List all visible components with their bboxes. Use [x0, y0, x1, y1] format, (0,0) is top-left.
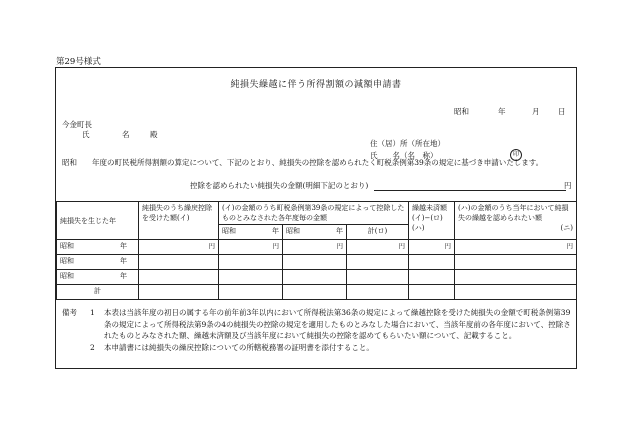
row3-cell [219, 270, 283, 285]
row3-cell [139, 270, 219, 285]
deduction-unit: 円 [564, 181, 572, 190]
row2-year-unit: 年 [120, 257, 127, 265]
seal-mark: 印 [510, 149, 522, 161]
table-row [57, 255, 577, 270]
table-total-row [57, 285, 577, 300]
row2-era: 昭和 [60, 257, 74, 265]
row3-year [57, 270, 139, 285]
total-cell [219, 285, 283, 300]
row1-yen-e: 円 [409, 240, 455, 255]
application-body-text: 昭和 年度の町民税所得割額の算定について、下記のとおり、純損失の控除を認められたく町税条例第39条の規定に基づき申請いたします。 [62, 158, 544, 167]
total-cell [283, 285, 347, 300]
remark-number: 1 [90, 308, 95, 317]
deduction-label: 控除を認められたい純損失の金額(明細下記のとおり) [190, 181, 369, 190]
row2-cell [409, 255, 455, 270]
row1-yen-c: 円 [283, 240, 347, 255]
deduction-amount-line [374, 190, 566, 191]
row3-year-unit: 年 [120, 272, 127, 280]
row2-cell [455, 255, 577, 270]
table-row [57, 270, 577, 285]
subheader-total: 計(ロ) [347, 225, 409, 240]
row1-yen-a: 円 [139, 240, 219, 255]
header-loss-year: 純損失を生じた年 [57, 202, 139, 240]
row2-cell [347, 255, 409, 270]
remark-number: 2 [90, 342, 95, 352]
applicant-name-label: 氏 名（名 称） [370, 151, 438, 160]
date-month: 月 [532, 107, 540, 116]
remark-item [62, 307, 572, 342]
row1-year-unit: 年 [120, 242, 127, 250]
form-number: 第29号様式 [56, 57, 101, 67]
row1-era: 昭和 [60, 242, 74, 250]
table-row [57, 240, 577, 255]
subheader-year2 [283, 225, 347, 240]
header-requested-label: (ハ)の金額のうち当年において純損失の繰越を認められたい額 [458, 204, 569, 222]
row3-cell [409, 270, 455, 285]
application-form [55, 67, 577, 369]
subheader-year2-era: 昭和 [286, 227, 300, 235]
date-year: 年 [498, 107, 506, 116]
row1-yen-f: 円 [455, 240, 577, 255]
row1-year [57, 240, 139, 255]
row3-cell [283, 270, 347, 285]
row2-year [57, 255, 139, 270]
header-deemed-deduction: (イ)の金額のうち町税条例第39条の規定によって控除したものとみなされた各年度毎の金額 [219, 202, 409, 225]
header-unused-balance: 繰越未済額(イ)−(ロ)(ハ) [409, 202, 455, 240]
subheader-year1-year: 年 [272, 227, 279, 235]
subheader-year1 [219, 225, 283, 240]
header-requested-carryforward [455, 202, 577, 240]
header-requested-mark: (ニ) [560, 224, 573, 232]
total-cell [139, 285, 219, 300]
row2-cell [283, 255, 347, 270]
remark-text: 本申請書には純損失の繰戻控除についての所轄税務署の証明書を添付すること。 [104, 342, 374, 352]
subheader-year2-year: 年 [336, 227, 343, 235]
total-cell [455, 285, 577, 300]
row2-cell [219, 255, 283, 270]
total-cell [347, 285, 409, 300]
remarks-label: 備考 [62, 308, 77, 317]
row3-cell [347, 270, 409, 285]
total-label: 計 [57, 285, 139, 300]
total-cell [409, 285, 455, 300]
form-title: 純損失繰越に伴う所得割額の減額申請書 [230, 80, 402, 90]
addressee-mayor: 今金町長 [62, 120, 92, 129]
row1-yen-d: 円 [347, 240, 409, 255]
date-day: 日 [558, 107, 566, 116]
remark-item [62, 342, 572, 354]
row3-era: 昭和 [60, 272, 74, 280]
date-era: 昭和 [454, 107, 469, 116]
row3-cell [455, 270, 577, 285]
row2-cell [139, 255, 219, 270]
remarks-section [62, 307, 572, 353]
subheader-year1-era: 昭和 [222, 227, 236, 235]
addressee-name-label2: 名 [122, 130, 130, 139]
header-carryback-amount: 純損失のうち繰戻控除を受けた額(イ) [139, 202, 219, 240]
row1-yen-b: 円 [219, 240, 283, 255]
applicant-address-label: 住（居）所（所在地） [370, 139, 445, 148]
loss-detail-table [56, 201, 577, 300]
remark-text: 本表は当該年度の初日の属する年の前年前3年以内において所得税法第36条の規定によって繰越控除を受けた純損失の金額で町税条例第39条の規定によって所得税法第9条の4の純損失の控除の規定を適用したものとみなした場合において、当該年度前の各年度において、控除されたものとみなされた額、繰越未済額及び当該年度において純損失の控除を認めてもらいたい額について、記載すること。 [104, 308, 571, 340]
addressee-name-label: 氏 [82, 130, 90, 139]
addressee-honorific: 殿 [150, 130, 158, 139]
